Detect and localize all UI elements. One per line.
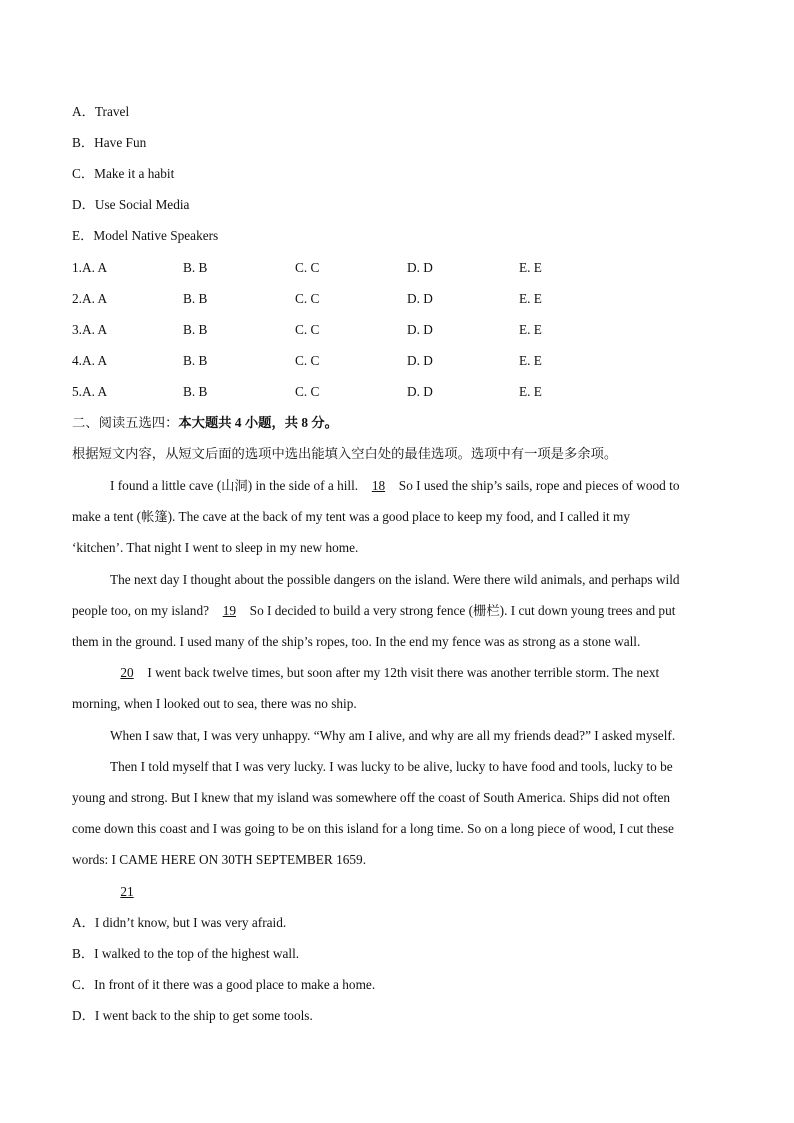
answer-choice-c: C. C (295, 384, 320, 399)
option-letter: A． (72, 104, 95, 119)
passage-line: morning, when I looked out to sea, there was no ship. (72, 696, 357, 711)
option-a (72, 102, 129, 122)
answer-choice-b: B. B (183, 291, 208, 306)
passage-line: young and strong. But I knew that my island was somewhere off the coast of South America. Ships did not often (72, 790, 671, 805)
option-letter: C． (72, 977, 95, 992)
option-text: I went back to the ship to get some tools. (94, 1008, 313, 1023)
answer-choice-a: 4.A. A (72, 353, 108, 368)
blank-19: 19 (222, 603, 236, 618)
answer-choice-e: E. E (519, 322, 542, 337)
answer-row-5 (72, 382, 722, 402)
option-c (72, 164, 174, 184)
passage-line: Then I told myself that I was very lucky. I was lucky to be alive, lucky to have food and tools, lucky to be (110, 759, 673, 774)
blank-20: 20 (120, 665, 134, 680)
answer-choice-d: D. D (407, 322, 433, 337)
option-letter: E． (72, 228, 94, 243)
answer-choice-a: 1.A. A (72, 260, 108, 275)
answer-choice-e: E. E (519, 353, 542, 368)
answer-choice-a: 2.A. A (72, 291, 108, 306)
passage-line: When I saw that, I was very unhappy. “Why am I alive, and why are all my friends dead?” I asked myself. (110, 728, 676, 743)
passage-line: I found a little cave (山洞) in the side of a hill. 18 So I used the ship’s sails, rope and pieces of wood to (110, 476, 760, 496)
option-text: I didn’t know, but I was very afraid. (94, 915, 287, 930)
answer-choice-c: C. C (295, 291, 320, 306)
passage-line: come down this coast and I was going to be on this island for a long time. So on a long piece of wood, I cut these (72, 821, 674, 836)
passage-line: words: I CAME HERE ON 30TH SEPTEMBER 1659. (72, 852, 367, 867)
option-text: I walked to the top of the highest wall. (94, 946, 300, 961)
passage-line: ‘kitchen’. That night I went to sleep in my new home. (72, 540, 359, 555)
answer-row-1 (72, 258, 722, 278)
section-heading-detail: 本大题共 4 小题，共 8 分。 (178, 415, 338, 430)
blank-21: 21 (120, 884, 134, 899)
answer-choice-e: E. E (519, 291, 542, 306)
option-text: Use Social Media (94, 197, 190, 212)
option-text: In front of it there was a good place to make a home. (94, 977, 376, 992)
answer-choice-e: E. E (519, 384, 542, 399)
answer-choice-a: 5.A. A (72, 384, 108, 399)
passage-line: make a tent (帐篷). The cave at the back of my tent was a good place to keep my food, and I called it my (72, 509, 631, 524)
passage-line: 20 I went back twelve times, but soon after my 12th visit there was another terrible storm. The next (110, 663, 760, 683)
option-letter: D． (72, 197, 95, 212)
answer-choice-c: C. C (295, 353, 320, 368)
reading-option-c (72, 975, 375, 995)
answer-choice-d: D. D (407, 384, 433, 399)
section-instructions: 根据短文内容，从短文后面的选项中选出能填入空白处的最佳选项。选项中有一项是多余项。 (72, 446, 618, 461)
option-b (72, 133, 146, 153)
question-21 (110, 882, 760, 902)
passage-line: The next day I thought about the possible dangers on the island. Were there wild animals, and perhaps wild (110, 572, 680, 587)
option-letter: B． (72, 946, 95, 961)
option-e (72, 226, 218, 246)
option-letter: D． (72, 1008, 95, 1023)
option-d (72, 195, 189, 215)
answer-choice-e: E. E (519, 260, 542, 275)
answer-choice-c: C. C (295, 260, 320, 275)
answer-row-3 (72, 320, 722, 340)
answer-choice-a: 3.A. A (72, 322, 108, 337)
option-text: Model Native Speakers (93, 228, 219, 243)
answer-choice-c: C. C (295, 322, 320, 337)
answer-choice-b: B. B (183, 384, 208, 399)
blank-18: 18 (371, 478, 386, 493)
answer-row-2 (72, 289, 722, 309)
option-letter: B． (72, 135, 95, 150)
answer-choice-b: B. B (183, 322, 208, 337)
answer-choice-b: B. B (183, 353, 208, 368)
answer-choice-b: B. B (183, 260, 208, 275)
option-text: Travel (94, 104, 130, 119)
answer-choice-d: D. D (407, 291, 433, 306)
option-text: Have Fun (94, 135, 147, 150)
option-text: Make it a habit (94, 166, 175, 181)
option-letter: A． (72, 915, 95, 930)
section-heading-prefix: 二、阅读五选四： (72, 415, 179, 430)
passage-line: them in the ground. I used many of the ship’s ropes, too. In the end my fence was as strong as a stone wall. (72, 634, 641, 649)
reading-option-a (72, 913, 286, 933)
answer-row-4 (72, 351, 722, 371)
reading-option-d (72, 1006, 313, 1026)
section-heading (72, 413, 338, 433)
passage-line: people too, on my island? 19 So I decided to build a very strong fence (栅栏). I cut down young trees and put (72, 601, 722, 621)
reading-option-b (72, 944, 299, 964)
option-letter: C． (72, 166, 95, 181)
answer-choice-d: D. D (407, 353, 433, 368)
answer-choice-d: D. D (407, 260, 433, 275)
